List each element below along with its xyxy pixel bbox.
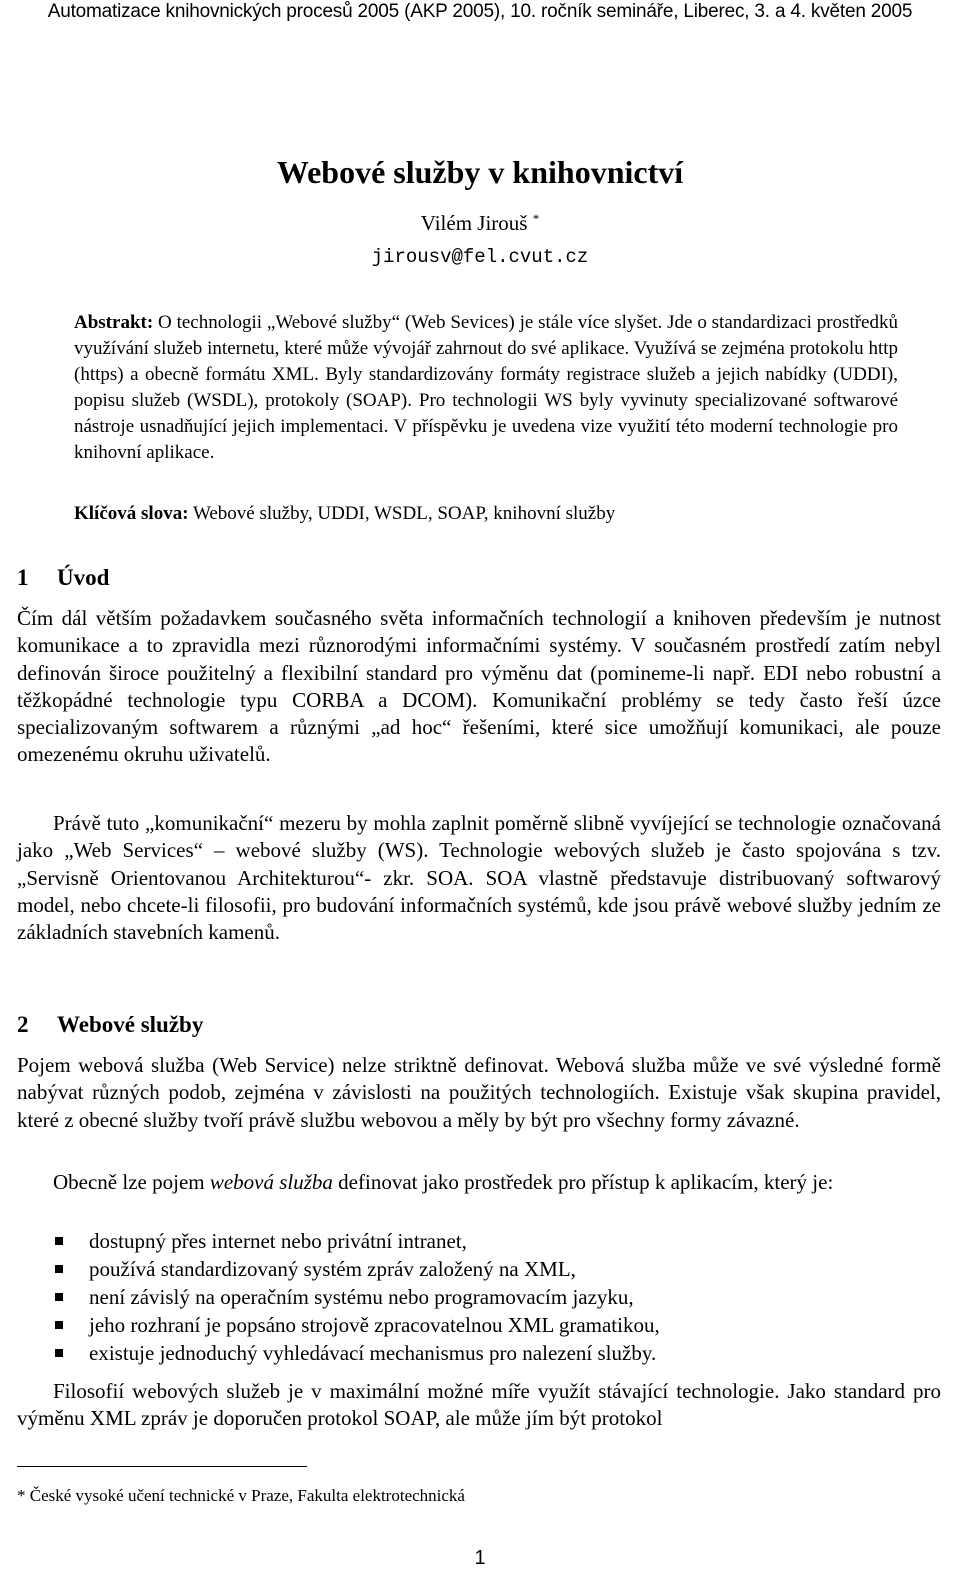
footnote-divider — [17, 1466, 307, 1467]
list-item-text: dostupný přes internet nebo privátní intranet, — [89, 1229, 467, 1253]
paper-title: Webové služby v knihovnictví — [276, 154, 684, 190]
paragraph-2-after: definovat jako prostředek pro přístup k aplikacím, který je: — [338, 1170, 834, 1194]
author-email: jirousv@fel.cvut.cz — [371, 246, 589, 268]
running-header: Automatizace knihovnických procesů 2005 (AKP 2005), 10. ročník semináře, Liberec, 3. a 4. květen 2005 — [47, 1, 913, 22]
section-1-paragraph-1: Čím dál větším požadavkem současného světa informačních technologií a knihoven především je nutnost komunikace a to zpravidla mezi různorodými informačními systémy. V současném prostředí zatím nebyl definován široce použitelný a flexibilní standard pro výměnu dat (pomineme-li např. EDI nebo robustní a těžkopádné technologie typu CORBA a DCOM). Komunikační problémy se tedy často řeší úzce specializovaným softwarem a různými „ad hoc“ řešeními, které sice umožňují komunikaci, ale pouze omezenému okruhu uživatelů. — [17, 606, 941, 767]
list-item-text: není závislý na operačním systému nebo programovacím jazyku, — [89, 1285, 634, 1309]
section-1-paragraph-2: Právě tuto „komunikační“ mezeru by mohla zaplnit poměrně slibně vyvíjející se technologie označovaná jako „Web Services“ – webové služby (WS). Technologie webových služeb je často spojována s tzv. „Servisně Orientovanou Architekturou“- zkr. SOA. SOA vlastně představuje distribuovaný softwarový model, nebo chcete-li filosofii, pro budování informačních systémů, kde jsou právě webové služby jedním ze základních stavebních kamenů. — [17, 811, 941, 945]
author-name: Vilém Jirouš — [420, 211, 528, 235]
author-footnote-mark: * — [532, 211, 540, 226]
list-item-text: existuje jednoduchý vyhledávací mechanismus pro nalezení služby. — [89, 1341, 657, 1365]
section-1-title: Úvod — [57, 565, 110, 590]
paragraph-2-before: Obecně lze pojem — [53, 1170, 205, 1194]
list-item — [17, 1283, 941, 1311]
keywords — [74, 501, 898, 527]
section-2-paragraph-3: Filosofií webových služeb je v maximální možné míře využít stávající technologie. Jako standard pro výměnu XML zpráv je doporučen protokol SOAP, ale může jím být protokol — [17, 1379, 941, 1431]
bullet-square-icon — [55, 1349, 63, 1357]
paragraph-2-italic-term: webová služba — [209, 1170, 333, 1194]
section-2-paragraph-2 — [17, 1169, 941, 1196]
abstract-label: Abstrakt: — [74, 312, 154, 333]
bullet-square-icon — [55, 1321, 63, 1329]
bullet-square-icon — [55, 1265, 63, 1273]
abstract — [74, 310, 898, 466]
section-1-number: 1 — [17, 565, 29, 590]
keywords-text: Webové služby, UDDI, WSDL, SOAP, knihovní služby — [192, 503, 616, 524]
bullet-square-icon — [55, 1237, 63, 1245]
list-item-text: jeho rozhraní je popsáno strojově zpracovatelnou XML gramatikou, — [89, 1313, 660, 1337]
abstract-text: O technologii „Webové služby“ (Web Sevices) je stále více slyšet. Jde o standardizaci prostředků využívání služeb internetu, které může vývojář zahrnout do své aplikace. Využívá se zejména protokolu http (https) a obecně formátu XML. Byly standardizovány formáty registrace služeb a jejich nabídky (UDDI), popisu služeb (WSDL), protokoly (SOAP). Pro technologii WS byly vyvinuty specializované softwarové nástroje usnadňující jejich implementaci. V příspěvku je uvedena vize využití této moderní technologie pro knihovní aplikace. — [74, 312, 898, 463]
section-2-paragraph-1: Pojem webová služba (Web Service) nelze striktně definovat. Webová služba může ve své výsledné formě nabývat různých podob, zejména v závislosti na použitých technologiích. Existuje však skupina pravidel, které z obecné služby tvoří právě službu webovou a měly by být pro všechny formy závazné. — [17, 1053, 941, 1132]
author-line — [0, 210, 960, 236]
list-item — [17, 1311, 941, 1339]
footnote: * České vysoké učení technické v Praze, Fakulta elektrotechnická — [17, 1486, 465, 1505]
section-2-heading — [17, 1010, 203, 1040]
section-2-title: Webové služby — [57, 1012, 204, 1037]
list-item — [17, 1339, 941, 1367]
page-number: 1 — [474, 1547, 486, 1569]
keywords-label: Klíčová slova: — [74, 503, 189, 524]
bullet-square-icon — [55, 1293, 63, 1301]
definition-bullet-list — [17, 1227, 941, 1367]
section-2-number: 2 — [17, 1012, 29, 1037]
list-item-text: používá standardizovaný systém zpráv založený na XML, — [89, 1257, 576, 1281]
list-item — [17, 1227, 941, 1255]
section-1-heading — [17, 563, 109, 593]
list-item — [17, 1255, 941, 1283]
